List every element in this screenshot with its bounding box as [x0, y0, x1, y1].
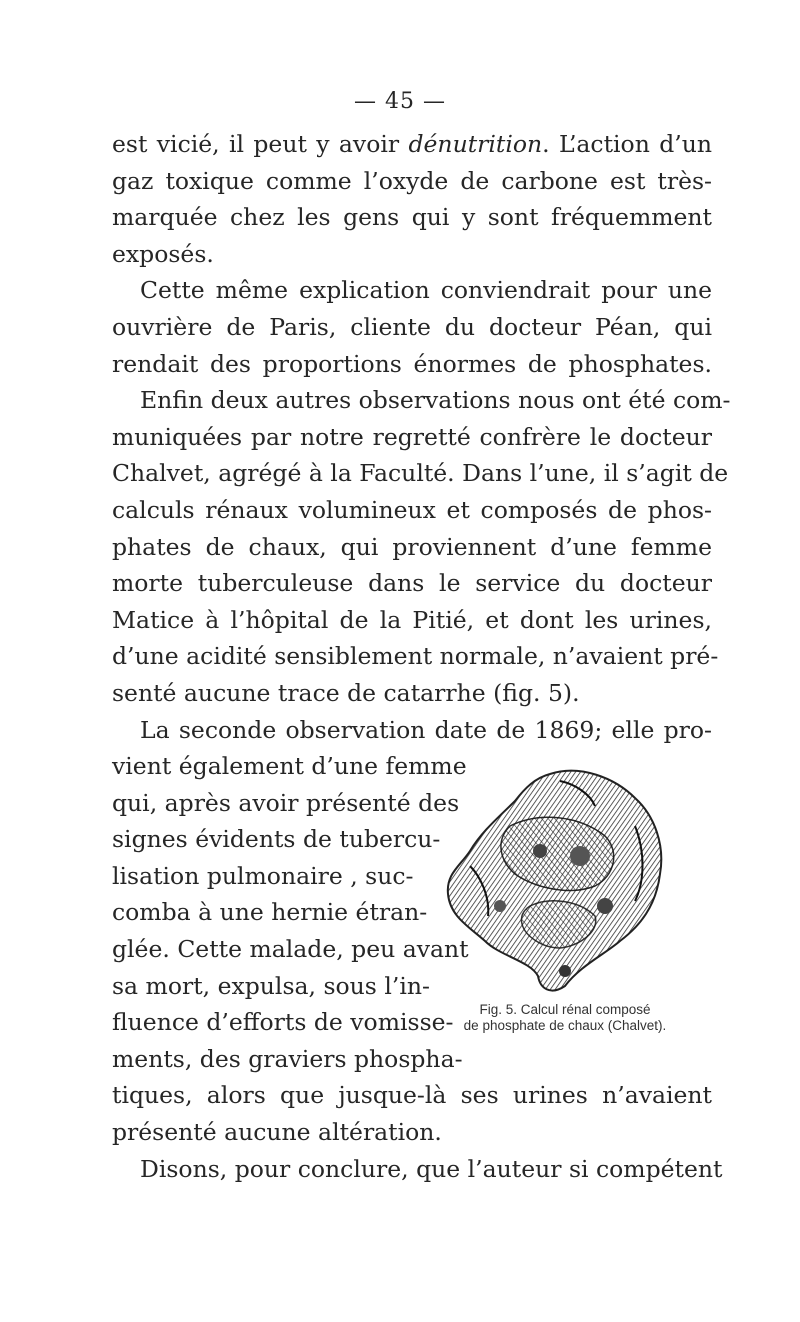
text-line: Cette même explication conviendrait pour une: [140, 276, 712, 305]
text-line: muniquées par notre regretté confrère le docteur: [112, 422, 712, 451]
text-line: Enfin deux autres observations nous ont été com-: [140, 386, 731, 415]
text-line: vient également d’une femme: [112, 752, 467, 781]
text-line: phates de chaux, qui proviennent d’une femme: [112, 532, 712, 561]
caption-line: de phosphate de chaux (Chalvet).: [463, 1018, 667, 1033]
renal-calculus-engraving: [430, 756, 700, 996]
page-number: — 45 —: [354, 89, 446, 114]
text-line: tiques, alors que jusque-là ses urines n’avaient: [112, 1081, 712, 1110]
text-line: exposés.: [112, 239, 214, 268]
text-line: morte tuberculeuse dans le service du docteur: [112, 569, 712, 598]
text-line: est vicié, il peut y avoir dénutrition. L’action d’un: [112, 130, 712, 158]
text-line: glée. Cette malade, peu avant: [112, 935, 469, 964]
text-line: gaz toxique comme l’oxyde de carbone est très-: [112, 166, 712, 195]
text-line: Matice à l’hôpital de la Pitié, et dont les urines,: [112, 605, 712, 634]
text-line: comba à une hernie étran-: [112, 898, 428, 927]
text-line: senté aucune trace de catarrhe (fig. 5).: [112, 678, 580, 707]
text-line: d’une acidité sensiblement normale, n’avaient pré-: [112, 642, 719, 671]
figure-5: [410, 756, 720, 1061]
text-line: Chalvet, agrégé à la Faculté. Dans l’une, il s’agit de: [112, 459, 729, 488]
text-line: sa mort, expulsa, sous l’in-: [112, 971, 430, 1000]
text-line: Disons, pour conclure, que l’auteur si compétent: [140, 1154, 723, 1183]
emphasis-text: dénutrition: [408, 130, 543, 158]
caption-line: Fig. 5. Calcul rénal composé: [479, 1002, 651, 1017]
text-line: calculs rénaux volumineux et composés de phos-: [112, 495, 712, 524]
text-line: ments, des graviers phospha-: [112, 1044, 463, 1073]
text-line: lisation pulmonaire , suc-: [112, 861, 414, 890]
text-line: La seconde observation date de 1869; elle pro-: [140, 715, 712, 744]
text-line: qui, après avoir présenté des: [112, 788, 460, 817]
text-line: ouvrière de Paris, cliente du docteur Péan, qui: [112, 312, 712, 341]
text-line: présenté aucune altération.: [112, 1118, 442, 1147]
text-line: marquée chez les gens qui y sont fréquemment: [112, 203, 712, 232]
text-line: fluence d’efforts de vomisse-: [112, 1008, 454, 1037]
text-line: rendait des proportions énormes de phosphates.: [112, 349, 712, 378]
text-line: signes évidents de tubercu-: [112, 825, 441, 854]
figure-caption: [410, 1002, 720, 1034]
